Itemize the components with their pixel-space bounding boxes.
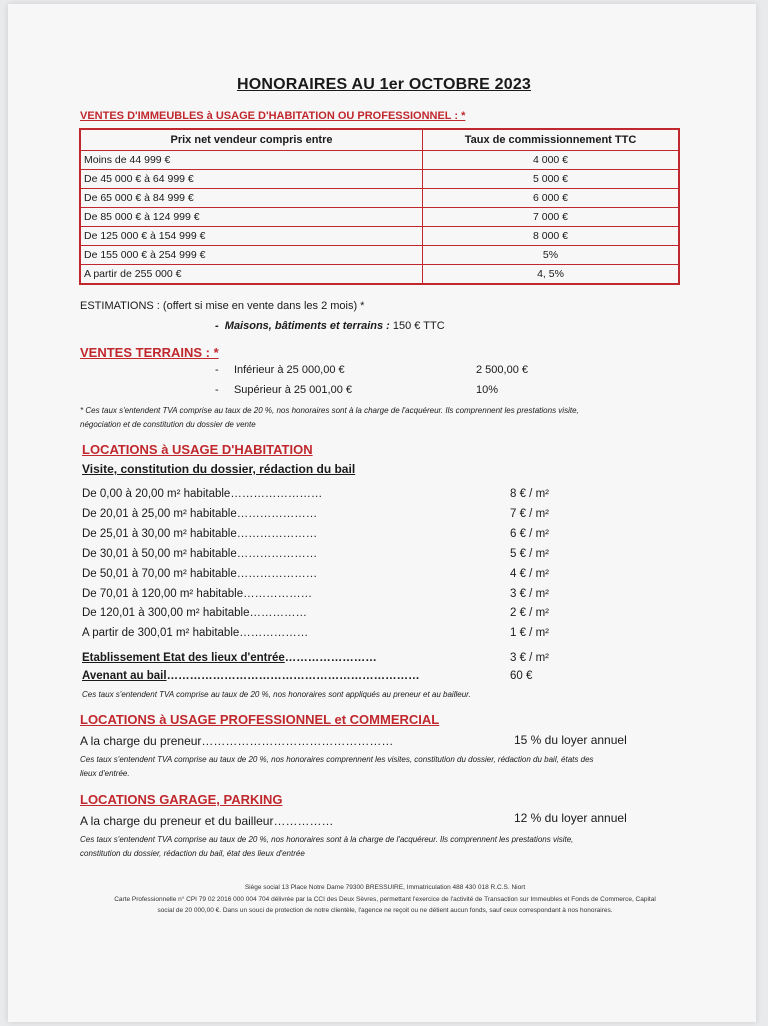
estimations-item-label: Maisons, bâtiments et terrains : xyxy=(224,320,390,332)
avenant-dots: ………………………………………………………… xyxy=(166,670,420,682)
fee-value: 4, 5% xyxy=(423,265,680,285)
terrain-value: 2 500,00 € xyxy=(476,364,528,376)
surface-row-value: 1 € / m² xyxy=(510,627,549,639)
terrain-row-superieur: - Supérieur à 25 001,00 € xyxy=(215,384,352,396)
fee-value: 6 000 € xyxy=(423,189,680,208)
locations-habitation-heading: LOCATIONS à USAGE D'HABITATION xyxy=(82,442,313,457)
avenant-label: Avenant au bail xyxy=(82,670,167,682)
table-row xyxy=(80,265,679,285)
locations-pro-note-line-2: lieux d'entrée. xyxy=(80,769,130,778)
locations-habitation-subheading: Visite, constitution du dossier, rédaction du bail xyxy=(82,462,356,476)
locations-garage-note-line-2: constitution du dossier, rédaction du bail, état des lieux d'entrée xyxy=(80,849,305,858)
avenant-value: 60 € xyxy=(510,670,533,682)
terrain-label: Supérieur à 25 001,00 € xyxy=(233,384,352,396)
surface-row-label: De 20,01 à 25,00 m² habitable………………… xyxy=(82,508,318,520)
terrain-label: Inférieur à 25 000,00 € xyxy=(233,364,345,376)
fees-table-header xyxy=(80,129,679,151)
footer-line-3: social de 20 000,00 €. Dans un souci de protection de notre clientèle, l'agence ne reçoit ou ne détient aucun fonds, sauf ceux correspondant à nos honoraires. xyxy=(157,907,613,914)
locations-garage-heading: LOCATIONS GARAGE, PARKING xyxy=(80,792,283,807)
page-title: HONORAIRES AU 1er OCTOBRE 2023 xyxy=(236,76,532,93)
surface-row-value: 2 € / m² xyxy=(510,607,549,619)
estimations-line: ESTIMATIONS : (offert si mise en vente dans les 2 mois) * xyxy=(80,300,365,312)
surface-row-value: 5 € / m² xyxy=(510,548,549,560)
etat-des-lieux-dots: …………………… xyxy=(284,652,377,664)
table-row xyxy=(80,227,679,246)
fee-value: 4 000 € xyxy=(423,151,680,170)
locations-garage-value: 12 % du loyer annuel xyxy=(514,811,627,825)
column-header-price: Prix net vendeur compris entre xyxy=(80,129,423,151)
fee-value: 8 000 € xyxy=(423,227,680,246)
price-range: De 85 000 € à 124 999 € xyxy=(80,208,423,227)
price-range: A partir de 255 000 € xyxy=(80,265,423,285)
locations-garage-note-line-1: Ces taux s'entendent TVA comprise au taux de 20 %, nos honoraires sont à la charge de l'acquéreur. Ils comprennent les prestations visite, xyxy=(80,835,574,844)
estimations-item xyxy=(215,320,445,332)
terrain-row-inferieur: - Inférieur à 25 000,00 € xyxy=(215,364,345,376)
surface-row-label: De 50,01 à 70,00 m² habitable………………… xyxy=(82,568,318,580)
surface-row-label: De 30,01 à 50,00 m² habitable………………… xyxy=(82,548,318,560)
fee-value: 7 000 € xyxy=(423,208,680,227)
ventes-terrains-heading: VENTES TERRAINS : * xyxy=(80,345,219,360)
price-range: De 65 000 € à 84 999 € xyxy=(80,189,423,208)
surface-row-value: 7 € / m² xyxy=(510,508,549,520)
terrains-note-line-1: * Ces taux s'entendent TVA comprise au taux de 20 %, nos honoraires sont à la charge de l'acquéreur. Ils comprennent les prestations visite, xyxy=(80,406,579,415)
surface-row-label: De 70,01 à 120,00 m² habitable……………… xyxy=(82,588,313,600)
fee-value: 5 000 € xyxy=(423,170,680,189)
terrain-value: 10% xyxy=(476,384,499,396)
terrains-note-line-2: négociation et de constitution du dossier de vente xyxy=(80,420,256,429)
footer-line-2: Carte Professionnelle n° CPI 79 02 2016 000 004 704 délivrée par la CCI des Deux Sèvres, permettant l'exercice de l'activité de Transaction sur Immeubles et Fonds de Commerce, Capital xyxy=(114,896,656,903)
locations-pro-heading: LOCATIONS à USAGE PROFESSIONNEL et COMMERCIAL xyxy=(80,712,440,727)
price-range: De 45 000 € à 64 999 € xyxy=(80,170,423,189)
locations-pro-label: A la charge du preneur………………………………………… xyxy=(80,734,394,748)
surface-row-label: A partir de 300,01 m² habitable……………… xyxy=(82,627,309,639)
locations-pro-note-line-1: Ces taux s'entendent TVA comprise au taux de 20 %, nos honoraires comprennent les visites, constitution du dossier, rédaction du bail, états des xyxy=(80,755,594,764)
habitation-note: Ces taux s'entendent TVA comprise au taux de 20 %, nos honoraires sont appliqués au preneur et au bailleur. xyxy=(82,690,471,699)
footer-line-1: Siège social 13 Place Notre Dame 79300 BRESSUIRE, Immatriculation 488 430 018 R.C.S. Niort xyxy=(244,884,526,891)
price-range: De 155 000 € à 254 999 € xyxy=(80,246,423,265)
surface-row-value: 8 € / m² xyxy=(510,488,549,500)
price-range: De 125 000 € à 154 999 € xyxy=(80,227,423,246)
column-header-rate: Taux de commissionnement TTC xyxy=(423,129,680,151)
surface-row-label: De 120,01 à 300,00 m² habitable…………… xyxy=(82,607,308,619)
etat-des-lieux-label: Etablissement Etat des lieux d'entrée xyxy=(82,652,285,664)
price-range: Moins de 44 999 € xyxy=(80,151,423,170)
avenant-row xyxy=(82,670,420,682)
surface-row-value: 6 € / m² xyxy=(510,528,549,540)
surface-row-value: 3 € / m² xyxy=(510,588,549,600)
locations-garage-label: A la charge du preneur et du bailleur…………… xyxy=(80,814,334,828)
locations-pro-value: 15 % du loyer annuel xyxy=(514,733,627,747)
table-row xyxy=(80,189,679,208)
surface-row-value: 4 € / m² xyxy=(510,568,549,580)
estimations-item-value: 150 € TTC xyxy=(392,320,445,332)
table-row xyxy=(80,246,679,265)
table-row xyxy=(80,151,679,170)
estimations-bullet: - xyxy=(215,320,225,332)
table-row xyxy=(80,170,679,189)
etat-des-lieux-row xyxy=(82,652,377,664)
surface-row-label: De 0,00 à 20,00 m² habitable…………………… xyxy=(82,488,323,500)
etat-des-lieux-value: 3 € / m² xyxy=(510,652,549,664)
fee-value: 5% xyxy=(423,246,680,265)
fees-table xyxy=(79,128,680,285)
surface-row-label: De 25,01 à 30,00 m² habitable………………… xyxy=(82,528,318,540)
ventes-immeubles-heading: VENTES D'IMMEUBLES à USAGE D'HABITATION OU PROFESSIONNEL : * xyxy=(80,110,466,122)
table-row xyxy=(80,208,679,227)
